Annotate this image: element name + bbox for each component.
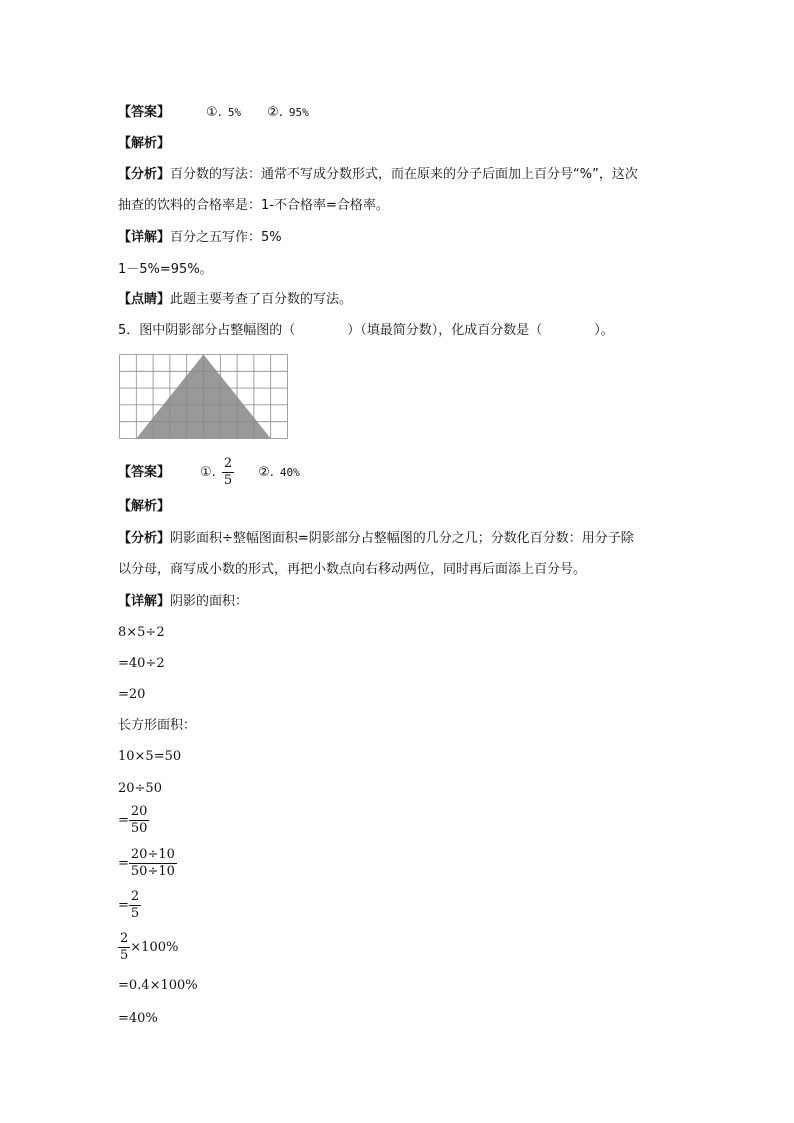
fraction-numerator: 20÷10	[130, 847, 175, 862]
rect-label: 长方形面积：	[118, 718, 197, 733]
calc-line: =40÷2	[118, 656, 165, 671]
grid-figure	[119, 354, 289, 440]
comment-text: 此题主要考查了百分数的写法。	[170, 292, 353, 307]
fraction-numerator: 2	[130, 889, 140, 904]
fenxi-line1	[118, 166, 638, 184]
detail-line1	[118, 593, 248, 611]
fraction-step	[118, 889, 141, 922]
calc-line: 8×5÷2	[118, 625, 165, 640]
detail-label: 【详解】	[118, 594, 171, 609]
detail-line2: 1－5%=95%。	[118, 262, 213, 277]
detail-label: 【详解】	[118, 230, 171, 245]
fraction	[118, 931, 130, 964]
answer-row	[118, 104, 309, 122]
detail-text: 阴影的面积：	[170, 594, 249, 609]
fraction-denominator: 5	[223, 473, 233, 488]
answer-row-5	[118, 456, 300, 489]
fraction-denominator: 5	[130, 906, 140, 921]
answer2-value: 95%	[288, 106, 309, 119]
answer1-value: 5%	[227, 106, 242, 119]
answer1-marker: ①.	[200, 465, 216, 480]
fraction-numerator: 2	[120, 931, 129, 946]
fraction-step	[118, 804, 149, 837]
detail-line1	[118, 229, 282, 247]
calc-line: =0.4×100%	[118, 978, 198, 993]
answer2-value: 40%	[279, 466, 300, 479]
calc-line: =20	[118, 687, 146, 702]
equals-sign: =	[118, 856, 129, 871]
calc-line: =40%	[118, 1011, 158, 1026]
fraction-numerator: 20	[130, 804, 148, 819]
question-5: 5．图中阴影部分占整幅图的（ ）（填最简分数），化成百分数是（ ）。	[118, 323, 614, 338]
calc-line: 10×5=50	[118, 749, 182, 764]
answer1-marker: ①.	[206, 105, 222, 120]
analysis-label: 【解析】	[118, 499, 171, 514]
fraction-denominator: 50	[130, 821, 148, 836]
fraction-denominator: 5	[120, 948, 129, 963]
calc-line: 20÷50	[118, 781, 162, 796]
equals-sign: =	[118, 898, 129, 913]
answer2-marker: ②.	[258, 465, 274, 480]
fenxi-label: 【分析】	[118, 167, 171, 182]
equals-sign: =	[118, 813, 129, 828]
fraction	[129, 804, 150, 837]
answer1-fraction	[222, 456, 234, 489]
fraction-tail: ×100%	[130, 940, 179, 955]
comment-label: 【点睛】	[118, 292, 171, 307]
fraction-denominator: 50÷10	[130, 864, 175, 879]
fenxi-line2: 抽查的饮料的合格率是：1-不合格率=合格率。	[118, 198, 389, 213]
fenxi-line2: 以分母，商写成小数的形式，再把小数点向右移动两位，同时再后面添上百分号。	[118, 562, 587, 577]
detail-text: 百分之五写作：5%	[170, 230, 282, 245]
analysis-label: 【解析】	[118, 136, 171, 151]
fenxi-text: 阴影面积÷整幅图面积=阴影部分占整幅图的几分之几；分数化百分数：用分子除	[170, 531, 634, 546]
answer-label: 【答案】	[118, 465, 171, 480]
fenxi-line1	[118, 530, 634, 548]
answer-label: 【答案】	[118, 105, 171, 120]
fenxi-label: 【分析】	[118, 531, 171, 546]
grid-lines	[120, 355, 288, 439]
answer2-marker: ②.	[267, 105, 283, 120]
fraction-step	[118, 931, 178, 964]
fraction-step	[118, 847, 177, 880]
fraction	[129, 847, 177, 880]
fraction	[129, 889, 141, 922]
fraction-numerator: 2	[223, 456, 233, 471]
comment-line	[118, 291, 352, 309]
fenxi-text: 百分数的写法：通常不写成分数形式，而在原来的分子后面加上百分号“%”，这次	[170, 167, 638, 182]
